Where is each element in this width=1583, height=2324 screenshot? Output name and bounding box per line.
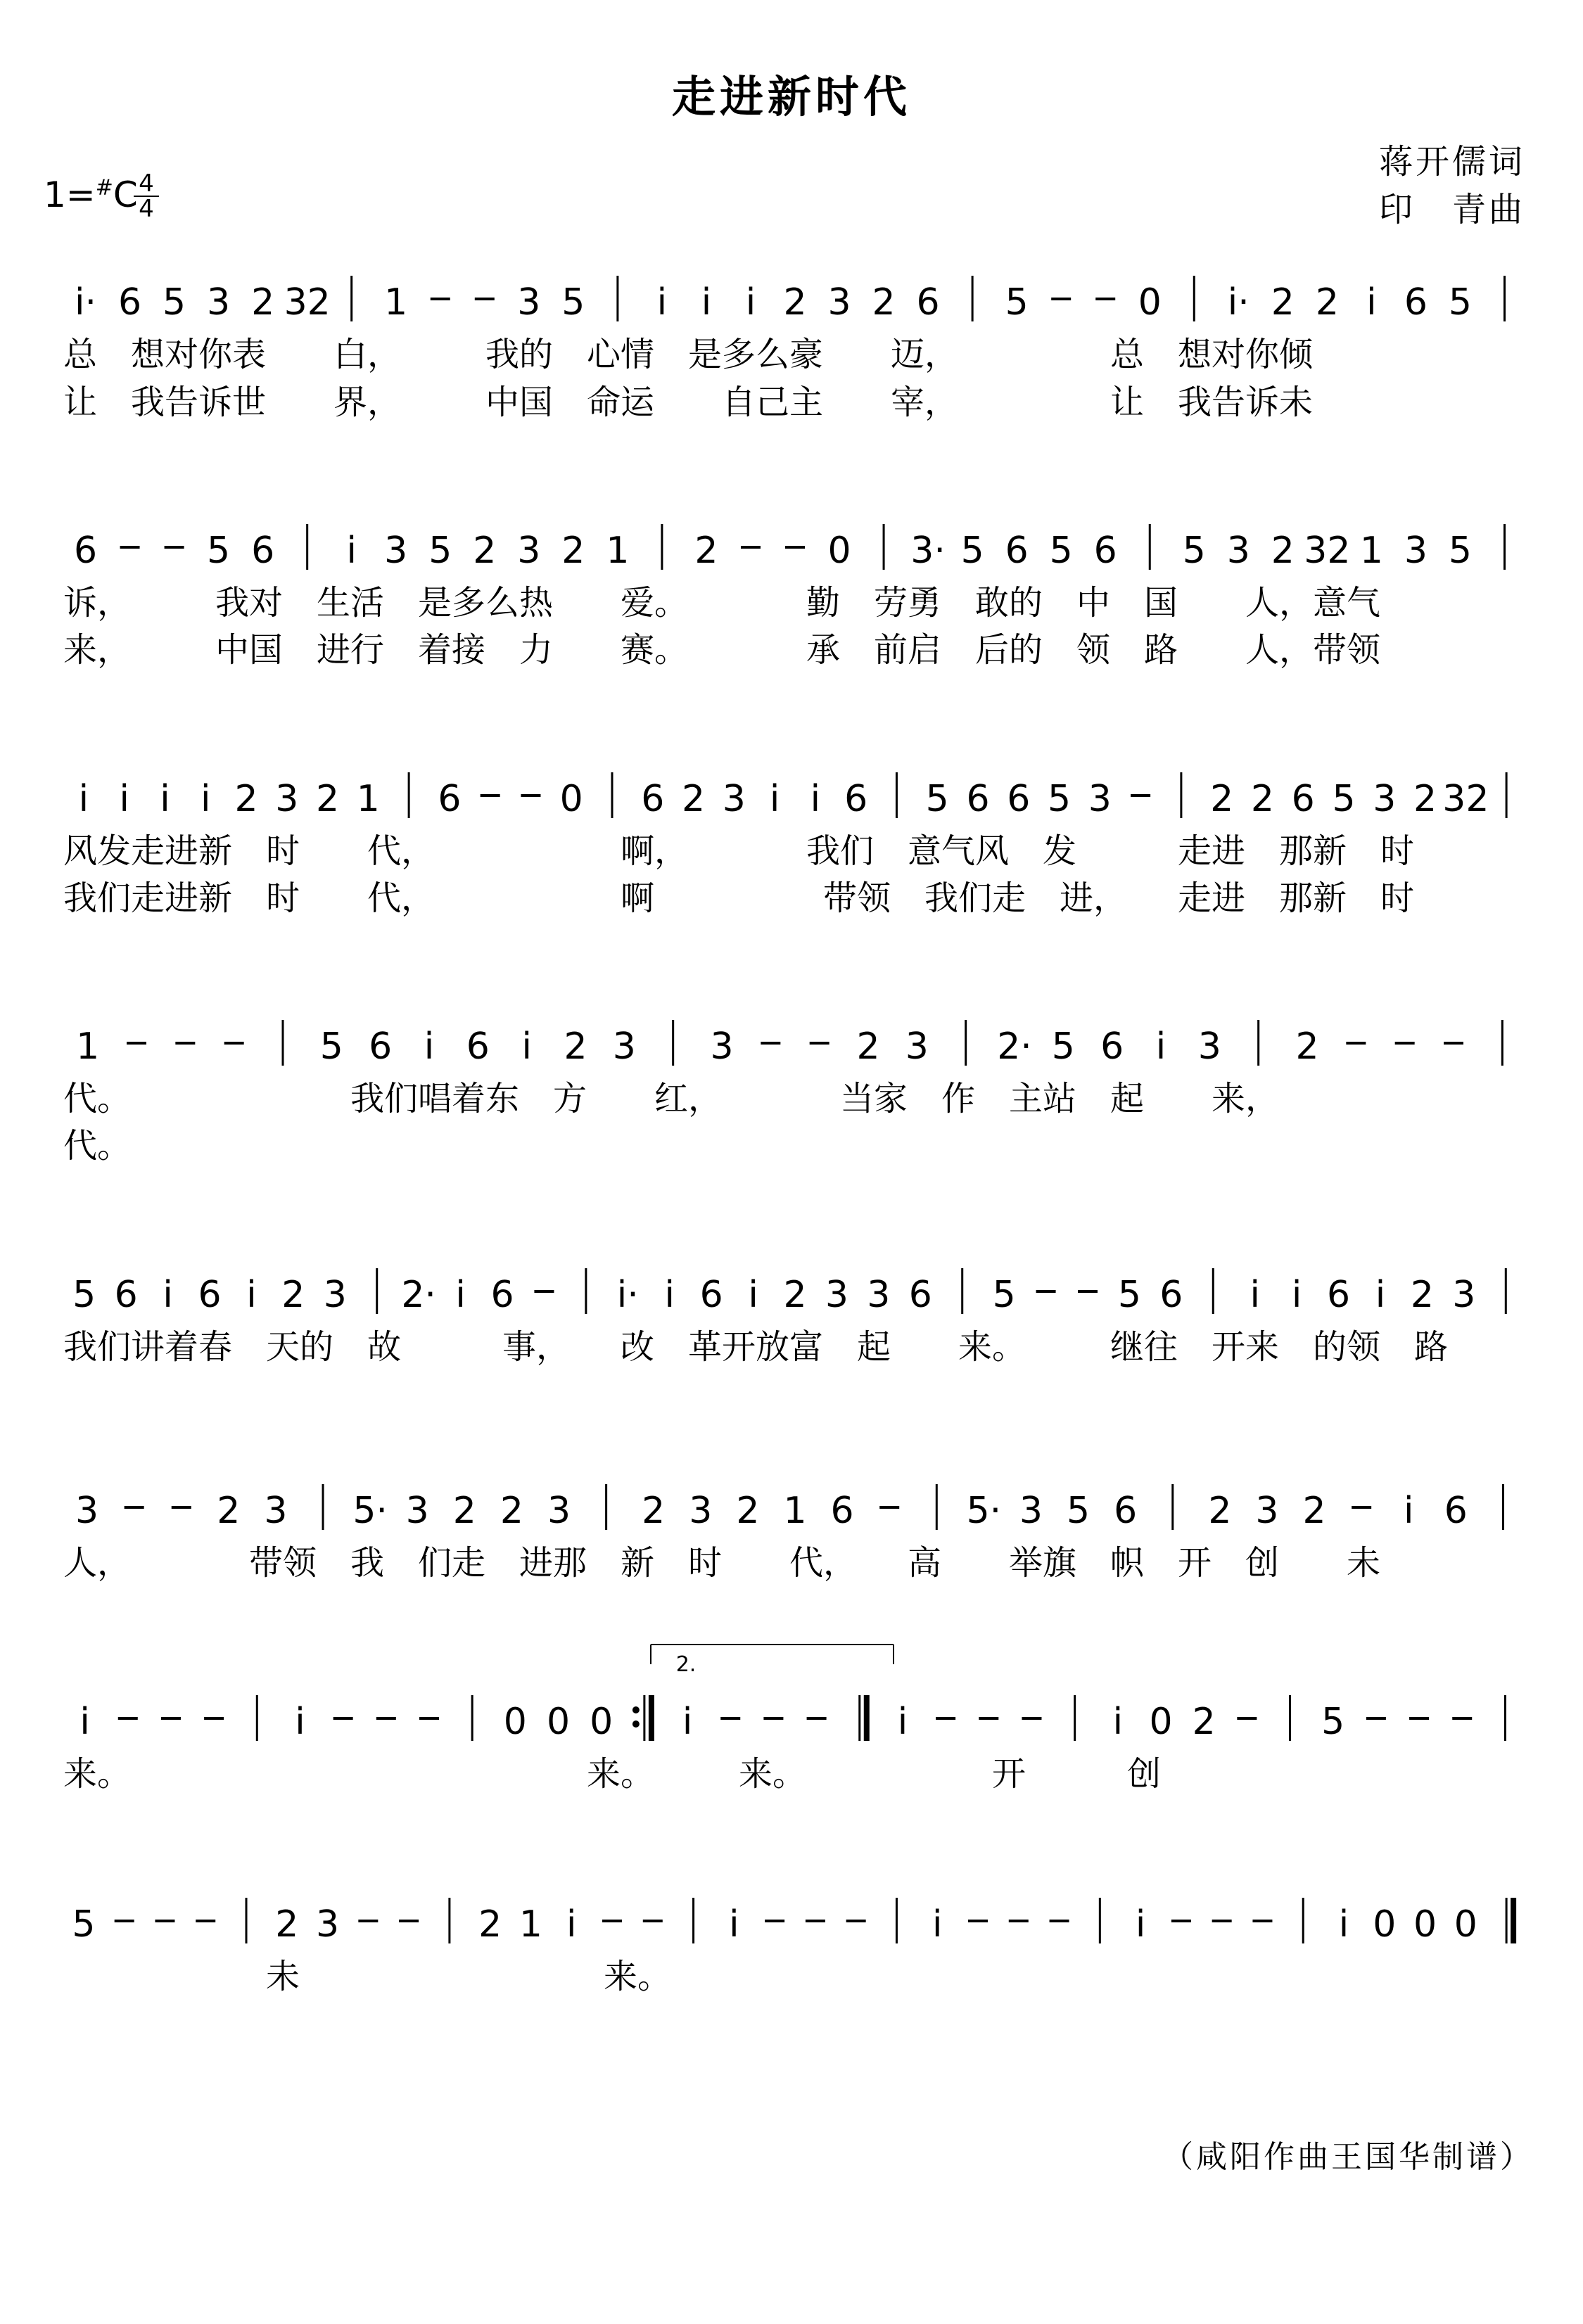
note: 5 [1117, 1274, 1141, 1316]
note: i [932, 1903, 943, 1946]
note: i [1112, 1701, 1124, 1743]
note: i [745, 281, 756, 324]
lyric-line: 代。 [63, 1126, 132, 1166]
note: 2 [452, 1490, 476, 1532]
note: i [1291, 1274, 1302, 1316]
note: 3 [1226, 530, 1250, 572]
note: 32 [1304, 530, 1351, 572]
note: 6 [908, 1274, 932, 1316]
note: 2 [561, 530, 585, 572]
note: i [1155, 1026, 1166, 1068]
song-title: 走进新时代 [671, 71, 911, 122]
note: i [119, 778, 129, 820]
note: 5 [1182, 530, 1206, 572]
note: 5 [925, 778, 949, 820]
note: 3 [825, 1274, 848, 1316]
note: 2 [736, 1490, 760, 1532]
note: 2 [1410, 1274, 1434, 1316]
note: 5 [1332, 778, 1356, 820]
note: i [897, 1701, 908, 1743]
note: 3 [547, 1490, 571, 1532]
note: 0 [1373, 1903, 1397, 1946]
note: 2 [1210, 778, 1234, 820]
note: i [769, 778, 780, 820]
note: i [729, 1903, 739, 1946]
note: i [295, 1701, 305, 1743]
lyric-line: 让 我告诉世 界， 中国 命运 自己主 宰， 让 我告诉未 [63, 383, 1314, 422]
note: i [566, 1903, 577, 1946]
note: i [80, 1701, 90, 1743]
note: i [1250, 1274, 1260, 1316]
lyric-line: 总 想对你表 白， 我的 心情 是多么豪 迈， 总 想对你倾 [63, 335, 1314, 374]
note: i [163, 1274, 173, 1316]
note: 6 [251, 530, 275, 572]
note: 2 [1208, 1490, 1232, 1532]
note: 3 [264, 1490, 288, 1532]
note: 2 [682, 778, 706, 820]
note: 6 [641, 778, 665, 820]
note: 6 [1100, 1026, 1124, 1068]
note: i [748, 1274, 758, 1316]
note: 5· [352, 1490, 388, 1532]
note: 0 [1149, 1701, 1173, 1743]
note: 2 [1271, 281, 1295, 324]
note: i [1338, 1903, 1349, 1946]
lyric-line: 诉， 我对 生活 是多么热 爱。 勤 劳勇 敢的 中 国 人，意气 [63, 583, 1381, 622]
note: 3 [275, 778, 299, 820]
note: i [455, 1274, 466, 1316]
note: 0 [1138, 281, 1162, 324]
note: 2· [997, 1026, 1032, 1068]
note: 5 [72, 1274, 96, 1316]
note: 5 [1321, 1701, 1345, 1743]
composer: 印 青曲 [1378, 190, 1525, 229]
note: 2 [1413, 778, 1437, 820]
note: 2 [642, 1490, 666, 1532]
note: 2 [694, 530, 718, 572]
note: 2 [872, 281, 896, 324]
note: 2 [500, 1490, 523, 1532]
note: 6 [1291, 778, 1315, 820]
note: 1 [384, 281, 408, 324]
note: 1 [519, 1903, 542, 1946]
note: 6 [198, 1274, 222, 1316]
note: 0 [503, 1701, 527, 1743]
note: 5 [319, 1026, 343, 1068]
note: 2 [275, 1903, 299, 1946]
note: 6 [1444, 1490, 1468, 1532]
note: 32 [284, 281, 331, 324]
note: i [1404, 1490, 1414, 1532]
note: 2 [1295, 1026, 1319, 1068]
note: 2 [1315, 281, 1339, 324]
note: i [810, 778, 821, 820]
note: 3 [384, 530, 408, 572]
lyricist: 蒋开儒词 [1378, 142, 1525, 181]
note: i [200, 778, 211, 820]
note: 3 [1088, 778, 1112, 820]
note: 2 [478, 1903, 502, 1946]
note: i [656, 281, 668, 324]
note: 3· [910, 530, 946, 572]
note: 2· [401, 1274, 436, 1316]
lyric-line: 来， 中国 进行 着接 力 赛。 承 前启 后的 领 路 人，带领 [63, 630, 1381, 670]
note: 3 [612, 1026, 636, 1068]
note: 6 [844, 778, 868, 820]
note: 3 [1373, 778, 1397, 820]
note: 3 [316, 1903, 340, 1946]
volta-label: 2. [675, 1652, 697, 1677]
note: 3 [1404, 530, 1428, 572]
note: 32 [1442, 778, 1489, 820]
note: 3 [710, 1026, 734, 1068]
note: i [246, 1274, 257, 1316]
note: 3 [517, 530, 541, 572]
note: 6 [1093, 530, 1117, 572]
note: 6 [1159, 1274, 1183, 1316]
note: 2 [783, 281, 807, 324]
note: 6 [1114, 1490, 1138, 1532]
note: i [521, 1026, 532, 1068]
note: 3 [827, 281, 851, 324]
lyric-line: 风发走进新 时 代， 啊， 我们 意气风 发 走进 那新 时 [63, 831, 1415, 871]
note: i· [616, 1274, 639, 1316]
note: 3 [867, 1274, 891, 1316]
note: i [1135, 1903, 1146, 1946]
note: 2 [783, 1274, 807, 1316]
note: 2 [316, 778, 340, 820]
note: 3 [323, 1274, 347, 1316]
note: 6 [1005, 530, 1029, 572]
note: 2 [217, 1490, 241, 1532]
note: 2 [564, 1026, 587, 1068]
note: 0 [827, 530, 851, 572]
note: 6 [466, 1026, 490, 1068]
note: 6 [438, 778, 462, 820]
note: 3 [405, 1490, 429, 1532]
note: 2 [1302, 1490, 1326, 1532]
note: 6 [966, 778, 990, 820]
note: 3 [905, 1026, 929, 1068]
note: 5 [163, 281, 186, 324]
note: 5 [1448, 530, 1473, 572]
note: 0 [1413, 1903, 1437, 1946]
note: 5 [72, 1903, 96, 1946]
note: i [424, 1026, 435, 1068]
note: 5 [207, 530, 231, 572]
footer-credit: （咸阳作曲王国华制谱） [1162, 2139, 1534, 2175]
note: 5 [1049, 530, 1073, 572]
note: 5 [1051, 1026, 1075, 1068]
note: i [1375, 1274, 1386, 1316]
note: 5· [966, 1490, 1002, 1532]
note: 2 [856, 1026, 880, 1068]
time-top: 4 [139, 170, 154, 198]
note: 2 [281, 1274, 305, 1316]
note: 3 [1452, 1274, 1476, 1316]
note: 1 [1359, 530, 1383, 572]
note: 1 [356, 778, 380, 820]
note: 3 [517, 281, 541, 324]
note: 6 [1404, 281, 1428, 324]
note: i [346, 530, 357, 572]
key-prefix: 1= [44, 174, 96, 215]
lyric-line: 人， 带领 我 们走 进那 新 时 代， 高 举旗 帜 开 创 未 [63, 1543, 1381, 1583]
repeat-dot [632, 1720, 640, 1728]
time-bottom: 4 [134, 196, 159, 221]
note: 1 [76, 1026, 100, 1068]
lyric-line: 代。 我们唱着东 方 红， 当家 作 主站 起 来， [63, 1079, 1280, 1118]
lyric-line: 来。 来。 来。 开 创 [63, 1754, 1162, 1794]
note: 0 [546, 1701, 571, 1743]
note: 2 [1250, 778, 1274, 820]
note: 0 [1454, 1903, 1477, 1946]
note: i· [75, 281, 97, 324]
note: 6 [114, 1274, 138, 1316]
note: 6 [830, 1490, 854, 1532]
repeat-dot [632, 1706, 640, 1713]
note: 1 [783, 1490, 807, 1532]
note: i [682, 1701, 693, 1743]
lyric-line: 我们走进新 时 代， 啊 带领 我们走 进， 走进 那新 时 [63, 879, 1415, 918]
note: 3 [1255, 1490, 1279, 1532]
lyric-line: 我们讲着春 天的 故 事， 改 革开放富 起 来。 继往 开来 的领 路 [63, 1327, 1449, 1367]
note: 2 [473, 530, 497, 572]
note: 3 [75, 1490, 99, 1532]
note: 2 [1271, 530, 1295, 572]
note: 5 [1448, 281, 1473, 324]
note: 0 [590, 1701, 614, 1743]
note: 2 [251, 281, 275, 324]
note: 3 [1019, 1490, 1043, 1532]
note: 6 [73, 530, 98, 572]
note: 0 [559, 778, 583, 820]
note: 5 [1048, 778, 1072, 820]
note: 6 [1327, 1274, 1351, 1316]
note: 6 [117, 281, 142, 324]
note: 5 [1067, 1490, 1091, 1532]
note: 2 [1192, 1701, 1216, 1743]
note: 3 [722, 778, 746, 820]
note: i [1366, 281, 1377, 324]
note: 3 [207, 281, 231, 324]
note: i [160, 778, 170, 820]
sharp-sign: # [95, 175, 113, 200]
lyric-line: 未 来。 [63, 1957, 672, 1996]
note: 6 [699, 1274, 723, 1316]
note: i [701, 281, 712, 324]
note: i· [1227, 281, 1250, 324]
note: 3 [689, 1490, 713, 1532]
note: 2 [234, 778, 258, 820]
note: 6 [916, 281, 940, 324]
note: 5 [1005, 281, 1029, 324]
note: 5 [428, 530, 452, 572]
key-note: C [113, 174, 138, 215]
note: i [78, 778, 89, 820]
note: 5 [960, 530, 984, 572]
note: 1 [606, 530, 630, 572]
note: 3 [1197, 1026, 1221, 1068]
note: 6 [369, 1026, 393, 1068]
note: i [664, 1274, 675, 1316]
note: 6 [490, 1274, 514, 1316]
note: 6 [1007, 778, 1031, 820]
note: 5 [992, 1274, 1016, 1316]
note: 5 [561, 281, 585, 324]
